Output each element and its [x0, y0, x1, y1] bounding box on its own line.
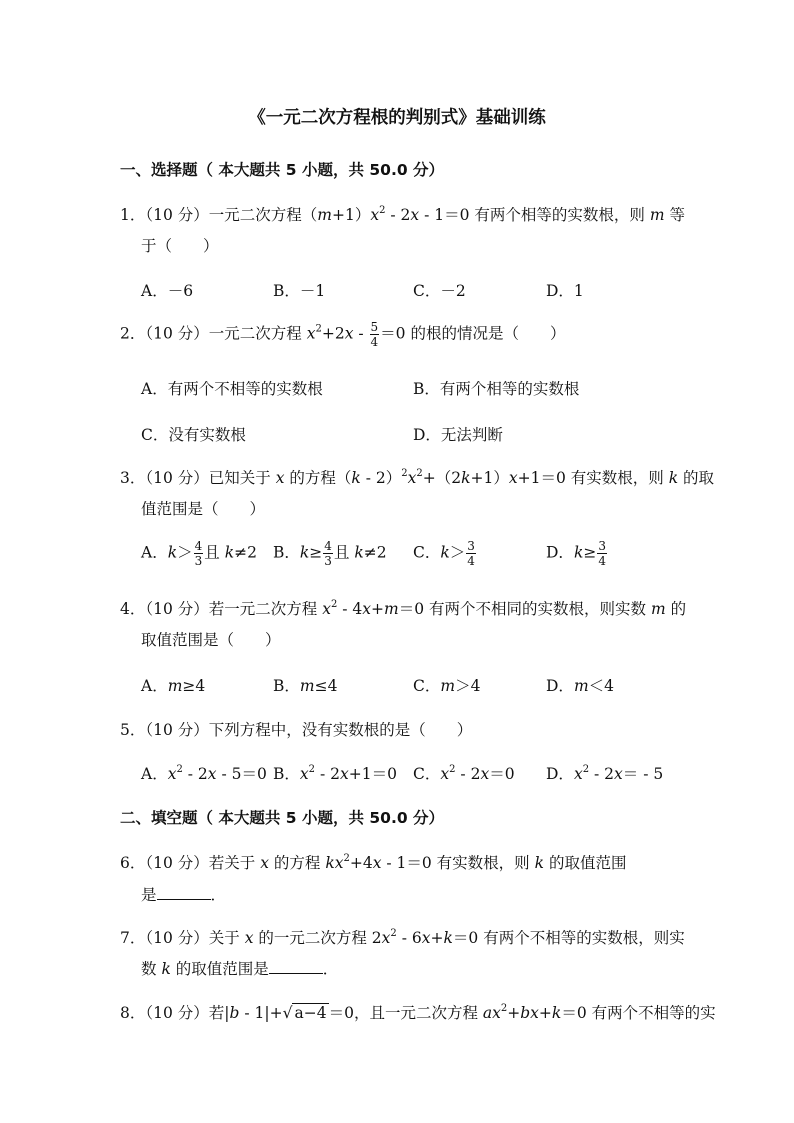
question-6: 6．（10 分）若关于 x 的方程 $kx^2+4x - 1=0$ 有实数根，则 k 的取值范围: [120, 853, 627, 872]
question-7-line2: 数 k 的取值范围是 ．: [141, 960, 339, 978]
q5-option-b[interactable]: B．$x^2 - 2x+1=0$: [273, 764, 397, 783]
question-8: 8．（10 分）若|b - 1|+√ a−4 ＝0，且一元二次方程 $ax^2+bx+k=0$ 有两个不相等的实: [120, 1003, 716, 1022]
section-choice-heading: 一、选择题（ 本大题共 5 小题，共 50.0 分）: [120, 161, 445, 179]
q4-option-a[interactable]: A．m≥4: [141, 677, 206, 695]
sqrt-icon: √: [282, 1004, 293, 1022]
answer-blank[interactable]: [157, 885, 211, 900]
answer-blank[interactable]: [269, 959, 323, 974]
q5-option-a[interactable]: A．$x^2 - 2x - 5=0$: [141, 764, 267, 783]
page-title: 《一元二次方程根的判别式》基础训练: [248, 108, 546, 128]
question-2: 2．（10 分）一元二次方程 $x^2+2x$ - $\frac{5}{4}$ ＝0 的根的情况是（ ）: [120, 320, 566, 349]
q2-option-c[interactable]: C．没有实数根: [141, 426, 246, 444]
question-1: 1．（10 分）一元二次方程$(m+1)x^2 - 2x - 1=0$ 有两个相等的实数根，则 m 等: [120, 205, 685, 224]
q4-option-c[interactable]: C．m＞4: [413, 677, 481, 695]
q1-option-b[interactable]: B．－1: [273, 282, 326, 300]
q3-option-d[interactable]: D．k≥ $\frac{3}{4}$: [546, 539, 606, 568]
question-3: 3．（10 分）已知关于 x 的方程$(k - 2)^2x^2+(2k+1)x+1=0$ 有实数根，则 k 的取: [120, 468, 715, 487]
q3-option-b[interactable]: B．k≥ $\frac{4}{3}$ 且 k≠2: [273, 539, 387, 568]
q2-option-b[interactable]: B．有两个相等的实数根: [413, 380, 580, 398]
q4-option-b[interactable]: B．m≤4: [273, 677, 338, 695]
q2-option-a[interactable]: A．有两个不相等的实数根: [141, 380, 323, 398]
q4-option-d[interactable]: D．m＜4: [546, 677, 615, 695]
question-5: 5．（10 分）下列方程中，没有实数根的是（ ）: [120, 721, 473, 739]
question-6-line2: 是 ．: [141, 886, 227, 904]
question-3-line2: 值范围是（ ）: [141, 500, 266, 518]
q3-option-c[interactable]: C．k＞ $\frac{3}{4}$: [413, 539, 475, 568]
q1-option-a[interactable]: A．－6: [141, 282, 194, 300]
question-4-line2: 取值范围是（ ）: [141, 631, 281, 649]
q1-option-c[interactable]: C．－2: [413, 282, 466, 300]
fraction: $\frac{5}{4}$: [370, 320, 379, 349]
q1-option-d[interactable]: D．1: [546, 282, 584, 300]
q5-option-d[interactable]: D．$x^2 - 2x= - 5$: [546, 764, 664, 783]
q2-option-d[interactable]: D．无法判断: [413, 426, 503, 444]
question-4: 4．（10 分）若一元二次方程 $x^2 - 4x+m=0$ 有两个不相同的实数根，则实数 m 的: [120, 599, 687, 618]
question-7: 7．（10 分）关于 x 的一元二次方程 $2x^2 - 6x+k=0$ 有两个不相等的实数根，则实: [120, 928, 685, 947]
question-1-line2: 于（ ）: [141, 237, 219, 255]
q5-option-c[interactable]: C．$x^2 - 2x=0$: [413, 764, 515, 783]
q3-option-a[interactable]: A．k＞ $\frac{4}{3}$ 且 k≠2: [141, 539, 257, 568]
section-fill-heading: 二、填空题（ 本大题共 5 小题，共 50.0 分）: [120, 809, 445, 827]
